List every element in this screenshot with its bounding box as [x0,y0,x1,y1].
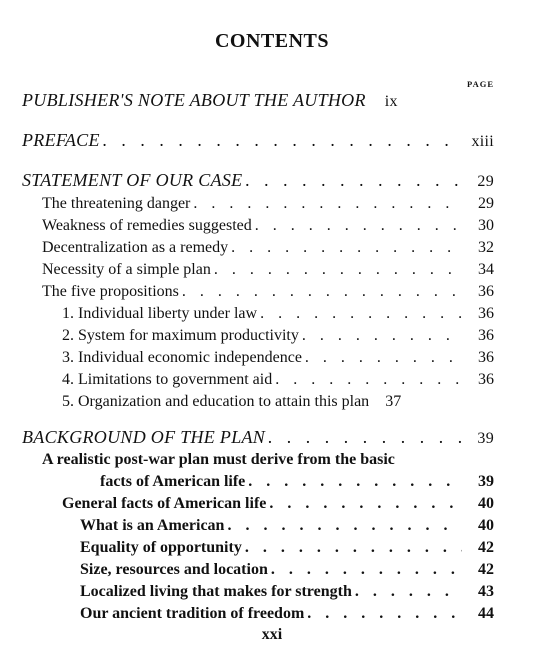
toc-entry-page: 29 [478,195,494,212]
toc-entry-text: PREFACE [22,130,100,150]
toc-entry-page: 36 [478,349,494,366]
toc-entry-localized-living[interactable] [80,583,494,601]
toc-entry-text: The threatening danger [42,195,191,212]
toc-entry-five-propositions[interactable] [42,283,494,301]
toc-entry-page: 30 [478,217,494,234]
toc-entry-text: What is an American [80,517,225,534]
toc-entry-text: The five propositions [42,283,179,300]
toc-entry-page: 36 [478,305,494,322]
toc-leader-dots [100,130,462,151]
toc-entry-text: facts of American life [100,473,246,490]
toc-leader-dots [190,195,462,213]
toc-entry-size-resources-location[interactable] [80,561,494,579]
toc-entry-text: Size, resources and location [80,561,268,578]
toc-entry-proposition-1[interactable] [62,305,494,323]
toc-leader-dots [242,170,462,191]
toc-entry-decentralization[interactable] [42,239,494,257]
toc-entry-page: 42 [478,539,494,556]
toc-leader-dots [252,217,462,235]
toc-entry-page: xiii [471,133,494,150]
page-title: CONTENTS [214,30,330,52]
toc-entry-text: STATEMENT OF OUR CASE [22,170,243,190]
toc-entry-page: 36 [478,283,494,300]
toc-leader-dots [257,305,462,323]
toc-entry-text: Our ancient tradition of freedom [80,605,305,622]
toc-entry-page: 43 [478,583,494,600]
toc-leader-dots [268,561,462,579]
toc-leader-dots [304,605,462,623]
toc-entry-text: General facts of American life [62,495,267,512]
toc-leader-dots [265,427,462,448]
toc-leader-dots [228,239,462,257]
toc-leader-dots [272,371,462,389]
toc-entry-page: 37 [385,393,402,410]
toc-leader-dots [179,283,462,301]
toc-entry-proposition-3[interactable] [62,349,494,367]
toc-entry-simple-plan[interactable] [42,261,494,279]
toc-entry-text: 2. System for maximum productivity [62,327,299,344]
toc-entry-page: ix [384,93,398,110]
toc-entry-threatening-danger[interactable] [42,195,494,213]
toc-entry-ancient-tradition[interactable] [80,605,494,623]
toc-entry-text: 4. Limitations to government aid [62,371,273,388]
toc-entry-background[interactable] [22,427,494,448]
toc-entry-page: 42 [478,561,494,578]
toc-entry-text: Necessity of a simple plan [42,261,211,278]
toc-entry-page: 36 [478,327,494,344]
toc-entry-general-facts[interactable] [62,495,494,513]
toc-entry-page: 34 [478,261,494,278]
toc-entry-page: 40 [478,495,494,512]
toc-entry-text: PUBLISHER'S NOTE ABOUT THE AUTHOR [22,90,366,110]
toc-entry-proposition-4[interactable] [62,371,494,389]
toc-leader-dots [352,583,462,601]
toc-leader-dots [302,349,462,367]
toc-entry-page: 36 [478,371,494,388]
toc-entry-proposition-5[interactable] [62,393,494,411]
toc-entry-page: 44 [478,605,494,622]
toc-leader-dots [211,261,462,279]
toc-leader-dots [242,539,462,557]
page-column-label: PAGE [467,79,494,89]
toc-entry-text: 3. Individual economic independence [62,349,302,366]
toc-entry-page: 39 [478,473,494,490]
toc-entry-text: Decentralization as a remedy [42,239,229,256]
toc-entry-proposition-2[interactable] [62,327,494,345]
toc-entry-publishers-note[interactable] [22,90,494,111]
toc-entry-text: 5. Organization and education to attain this plan [62,393,370,410]
toc-entry-page: 32 [478,239,494,256]
toc-entry-text: BACKGROUND OF THE PLAN [22,427,266,447]
toc-entry-page: 40 [478,517,494,534]
toc-leader-dots [299,327,462,345]
toc-entry-statement[interactable] [22,170,494,191]
toc-entry-equality-of-opportunity[interactable] [80,539,494,557]
toc-entry-text: Equality of opportunity [80,539,242,556]
toc-entry-realistic-plan-line1[interactable]: A realistic post-war plan must derive from the basic [42,451,395,468]
toc-entry-text: Weakness of remedies suggested [42,217,252,234]
toc-entry-what-is-an-american[interactable] [80,517,494,535]
toc-entry-weakness-of-remedies[interactable] [42,217,494,235]
toc-entry-text: 1. Individual liberty under law [62,305,258,322]
toc-leader-dots [245,473,462,491]
toc-leader-dots [224,517,462,535]
toc-leader-dots [266,495,462,513]
toc-entry-page: 39 [477,430,494,447]
toc-entry-text: Localized living that makes for strength [80,583,352,600]
page-number-folio: xxi [261,626,283,643]
toc-entry-page: 29 [477,173,494,190]
toc-entry-preface[interactable] [22,130,494,151]
toc-entry-realistic-plan[interactable] [100,473,494,491]
